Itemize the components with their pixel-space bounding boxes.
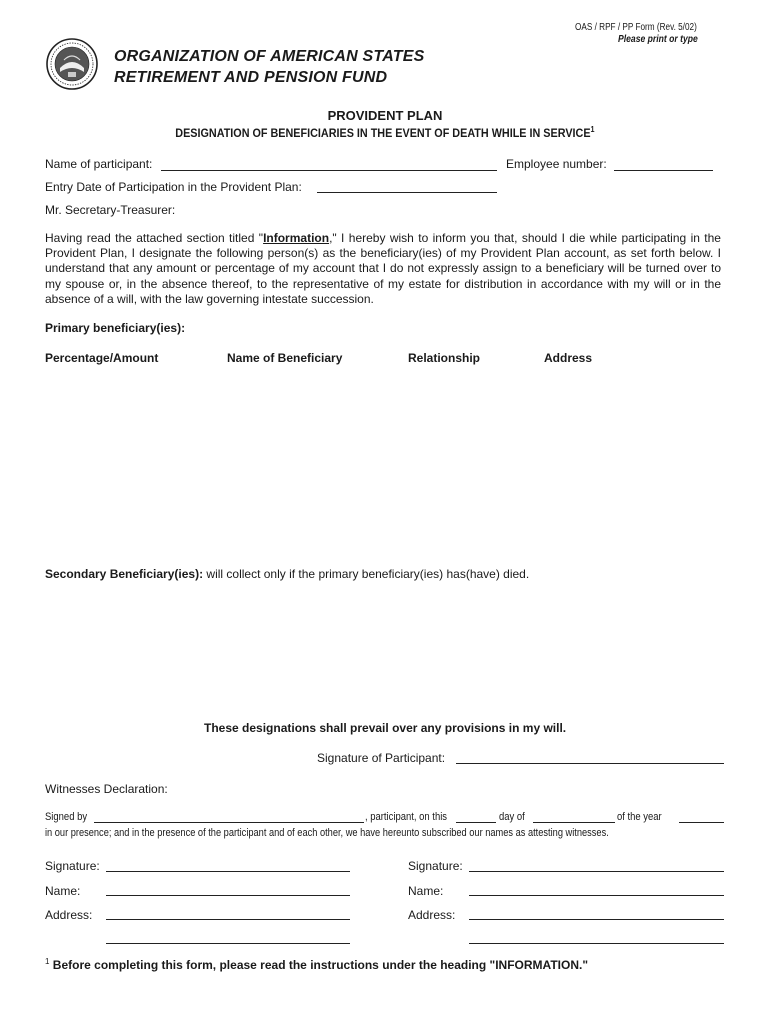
witness2-address-field-2[interactable] (469, 943, 724, 944)
prevail-statement: These designations shall prevail over any provisions in my will. (204, 721, 567, 735)
witnesses-heading: Witnesses Declaration: (45, 782, 168, 796)
witness2-name-field[interactable] (469, 895, 724, 896)
presence-statement: in our presence; and in the presence of the participant and of each other, we have hereunto subscribed our names as attesting witnesses. (45, 827, 609, 839)
participant-signature-field[interactable] (456, 763, 724, 764)
signed-by-field[interactable] (94, 822, 364, 823)
participant-name-label: Name of participant: (45, 157, 153, 171)
declaration-paragraph (45, 231, 721, 307)
day-field[interactable] (456, 822, 496, 823)
witness1-name-field[interactable] (106, 895, 350, 896)
column-percentage-amount: Percentage/Amount (45, 351, 159, 365)
paragraph-text-start: Having read the attached section titled " (45, 231, 264, 245)
information-link[interactable]: Information (263, 231, 330, 245)
month-field[interactable] (533, 822, 615, 823)
witness2-name-label: Name: (408, 884, 444, 898)
year-field[interactable] (679, 822, 724, 823)
secondary-beneficiaries (45, 567, 529, 581)
form-code: OAS / RPF / PP Form (Rev. 5/02) (575, 22, 697, 33)
paragraph-text-rest: ," I hereby wish to inform you that, should I die while participating in the Provident Plan, I designate the following person(s) as the beneficiary(ies) of my Provident Plan account, as set forth below. I understand that any amount or percentage of my account that I do not expressly assign to a beneficiary will be turned over to my spouse or, in the absence thereof, to the representative of my estate for distribution in accordance with my will or in the absence of a will, with the law governing intestate succession. (45, 231, 721, 306)
witness2-address-label: Address: (408, 908, 456, 922)
day-of-label: day of (499, 811, 525, 823)
witness1-address-field-2[interactable] (106, 943, 350, 944)
signed-by-label: Signed by (45, 811, 88, 823)
footnote-ref: 1 (590, 125, 595, 134)
witness1-address-label: Address: (45, 908, 93, 922)
primary-beneficiaries-heading: Primary beneficiary(ies): (45, 321, 186, 335)
witness2-address-field[interactable] (469, 919, 724, 920)
footnote (45, 957, 588, 972)
witness1-name-label: Name: (45, 884, 81, 898)
designation-title (0, 125, 770, 140)
witness2-signature-label: Signature: (408, 859, 463, 873)
org-name-line2: RETIREMENT AND PENSION FUND (114, 69, 388, 86)
footnote-text: Before completing this form, please read the instructions under the heading "INFORMATION." (52, 958, 589, 972)
participant-name-field[interactable] (161, 170, 497, 171)
secondary-beneficiaries-heading: Secondary Beneficiary(ies): (45, 567, 204, 581)
participant-signature-label: Signature of Participant: (317, 751, 446, 765)
entry-date-label: Entry Date of Participation in the Provident Plan: (45, 180, 302, 194)
salutation: Mr. Secretary-Treasurer: (45, 203, 176, 217)
designation-title-text: DESIGNATION OF BENEFICIARIES IN THE EVENT OF DEATH WHILE IN SERVICE (175, 126, 591, 140)
footnote-mark: 1 (45, 957, 50, 966)
participant-on-this-label: , participant, on this (365, 811, 448, 823)
column-address: Address (544, 351, 593, 365)
witness1-signature-field[interactable] (106, 871, 350, 872)
entry-date-field[interactable] (317, 192, 497, 193)
witness1-address-field[interactable] (106, 919, 350, 920)
oas-seal-icon (46, 38, 98, 90)
column-name-of-beneficiary: Name of Beneficiary (227, 351, 343, 365)
of-the-year-label: of the year (617, 811, 662, 823)
column-relationship: Relationship (408, 351, 481, 365)
org-name-line1: ORGANIZATION OF AMERICAN STATES (114, 48, 425, 65)
witness2-signature-field[interactable] (469, 871, 724, 872)
employee-number-label: Employee number: (506, 157, 607, 171)
secondary-beneficiaries-note: will collect only if the primary beneficiary(ies) has(have) died. (203, 567, 530, 581)
employee-number-field[interactable] (614, 170, 713, 171)
plan-title: PROVIDENT PLAN (327, 108, 443, 123)
witness1-signature-label: Signature: (45, 859, 100, 873)
print-note: Please print or type (618, 34, 698, 45)
